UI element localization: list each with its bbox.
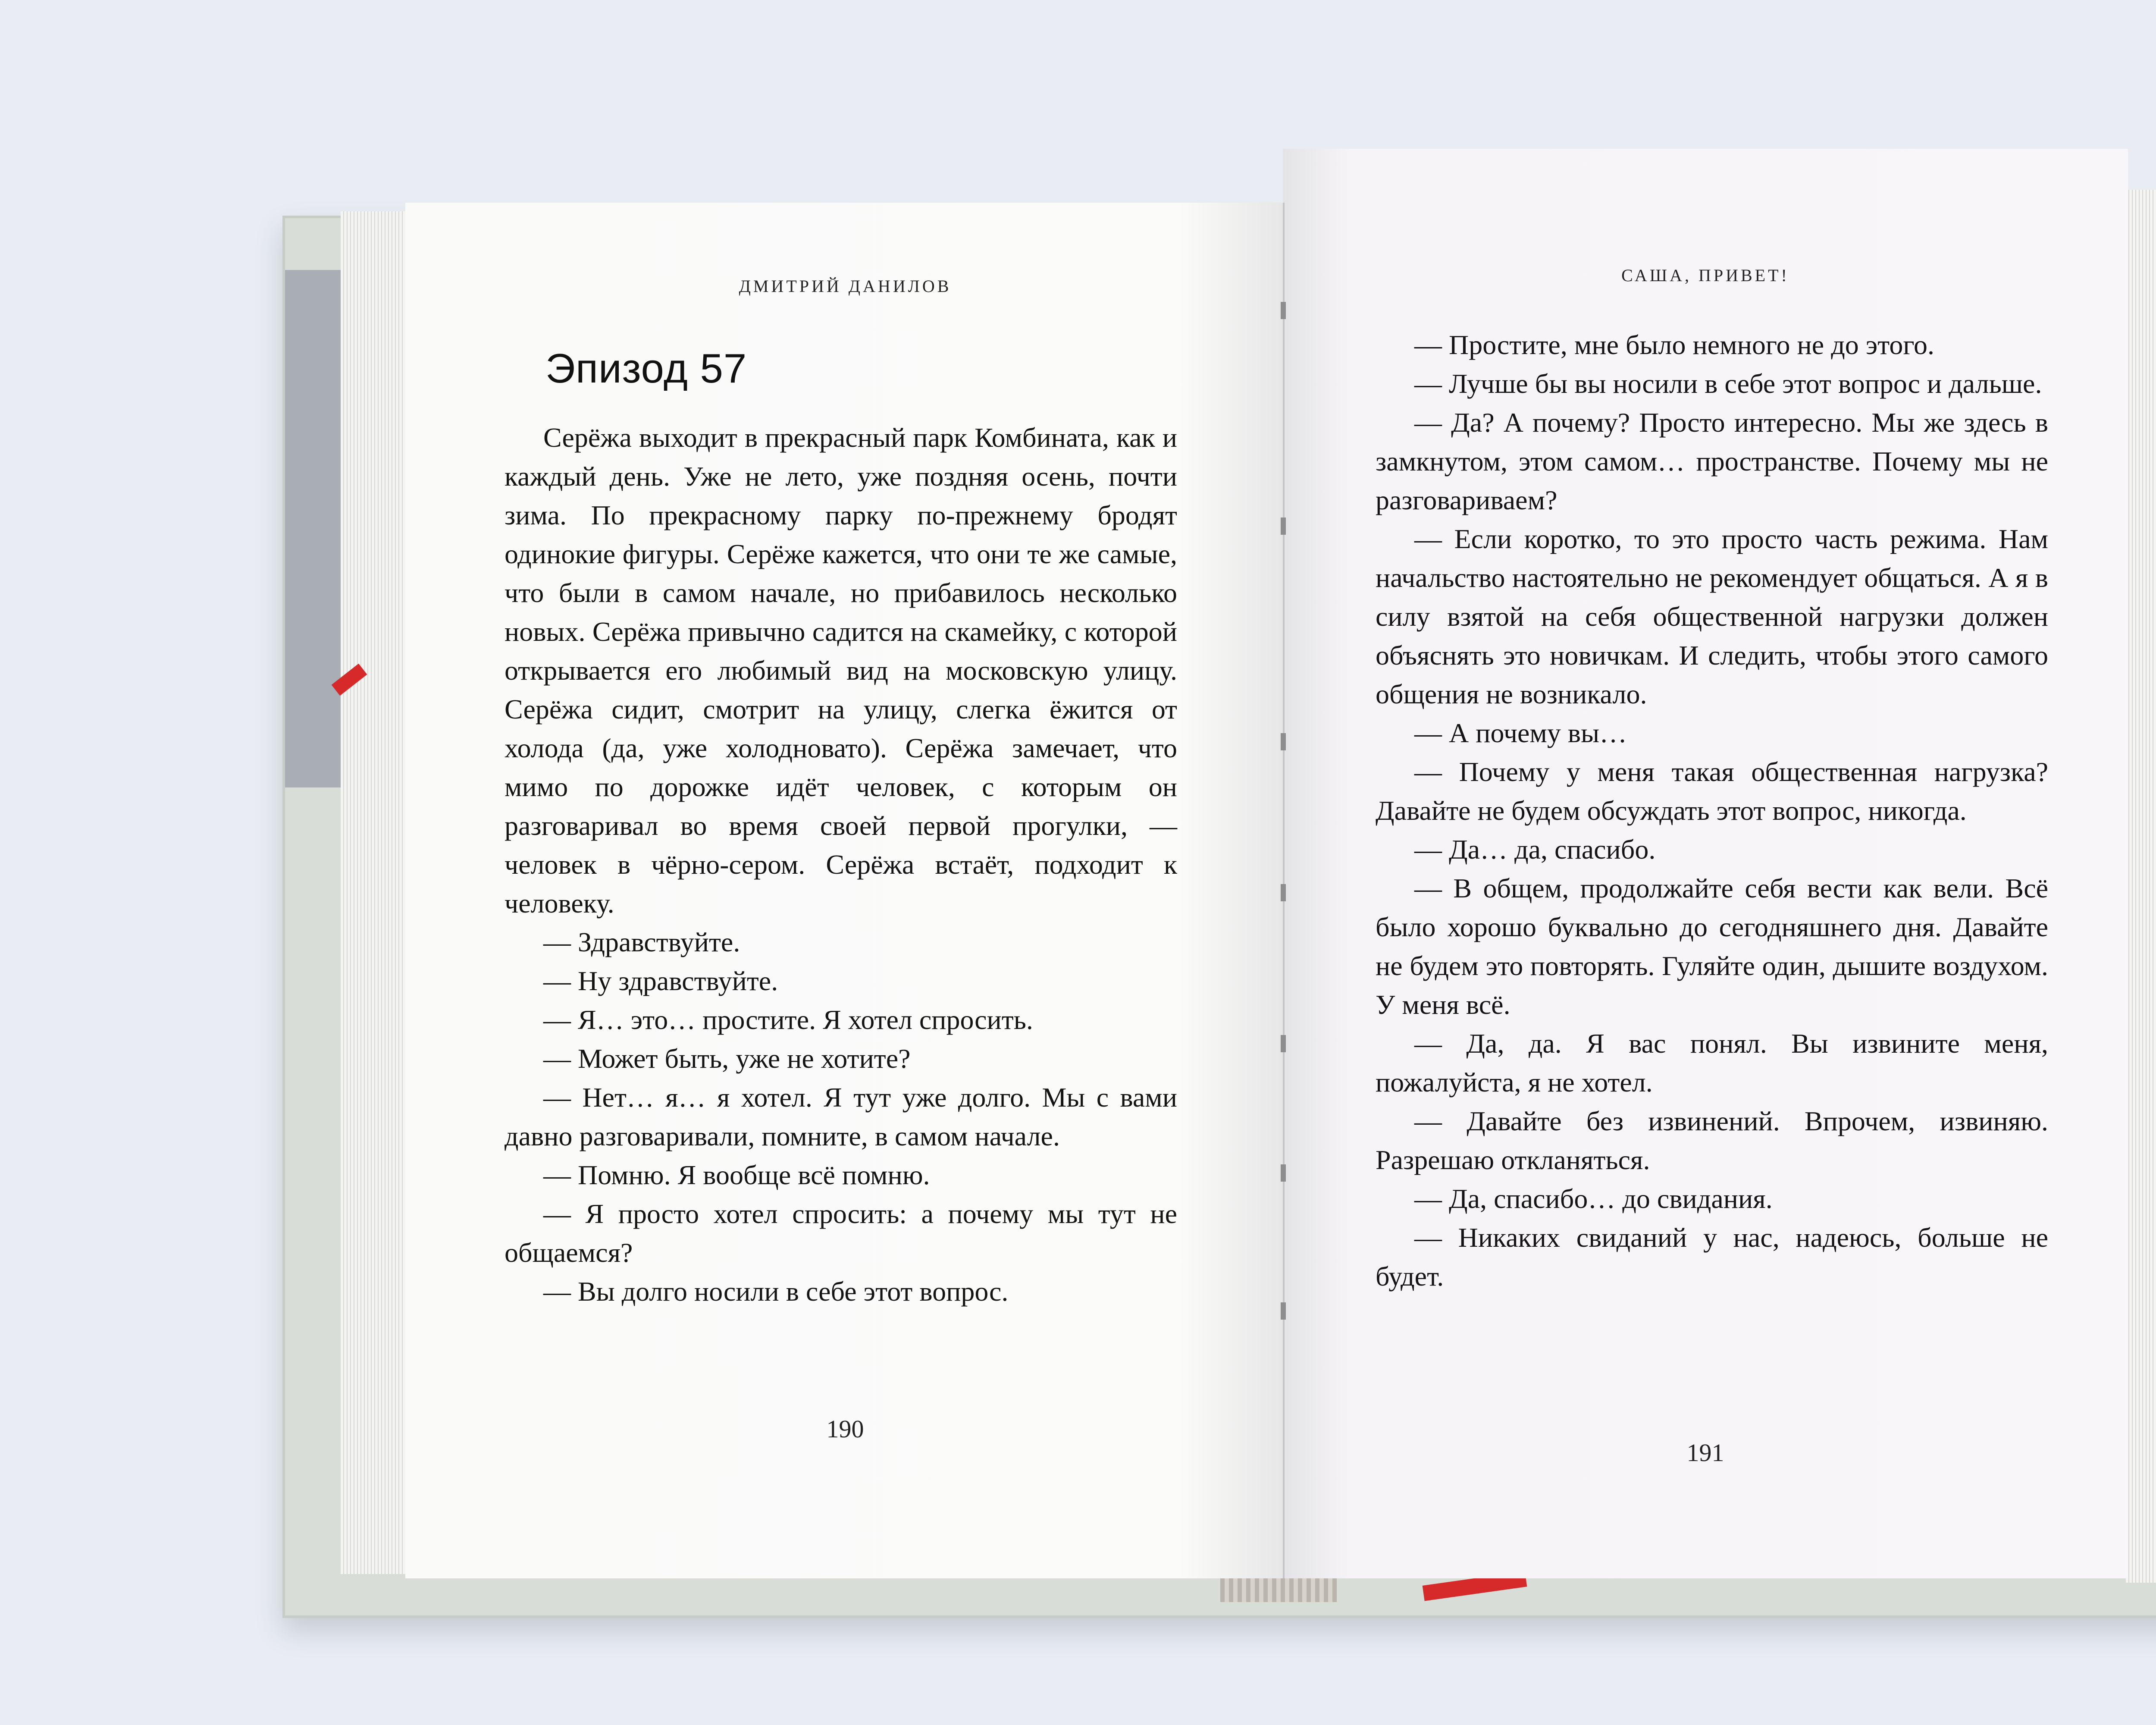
spine-headband (1220, 1576, 1337, 1602)
episode-title: Эпизод 57 (545, 345, 747, 392)
dialogue-line: — Нет… я… я хотел. Я тут уже долго. Мы с вами давно разговаривали, помните, в самом начале. (505, 1082, 1177, 1151)
page-number-left: 190 (826, 1415, 864, 1443)
right-page (1283, 149, 2128, 1578)
dialogue-line: — Простите, мне было немного не до этого. (1414, 329, 1934, 360)
running-header-right: САША, ПРИВЕТ! (1621, 266, 1789, 285)
dialogue-line: — Я просто хотел спросить: а почему мы тут не общаемся? (505, 1198, 1177, 1268)
binding-stitch (1281, 1035, 1286, 1052)
binding-stitch (1281, 518, 1286, 535)
dialogue-line: — Давайте без извинений. Впрочем, извиняю. Разрешаю откланяться. (1376, 1106, 2048, 1175)
dialogue-line: — Почему у меня такая общественная нагрузка? Давайте не будем обсуждать этот вопрос, никогда. (1376, 756, 2048, 826)
binding-stitch (1281, 1302, 1286, 1320)
dialogue-line: — Да, да. Я вас понял. Вы извините меня, пожалуйста, я не хотел. (1376, 1028, 2048, 1098)
dialogue-line: — Здравствуйте. (543, 927, 740, 957)
dialogue-line: — Ну здравствуйте. (543, 966, 778, 996)
left-page (405, 203, 1285, 1578)
dialogue-line: — В общем, продолжайте себя вести как вели. Всё было хорошо буквально до сегодняшнего дня. Давайте не будем это повторять. Гуляйте один, дышите воздухом. У меня всё. (1376, 873, 2048, 1020)
dialogue-line: — Вы долго носили в себе этот вопрос. (543, 1276, 1009, 1307)
dialogue-line: — Лучше бы вы носили в себе этот вопрос и дальше. (1414, 368, 2042, 399)
paragraph: Серёжа выходит в прекрасный парк Комбината, как и каждый день. Уже не лето, уже поздняя осень, почти зима. По прекрасному парку по-прежнему бродят одинокие фигуры. Серёже кажется, что они те же самые, что были в самом начале, но прибавилось несколько новых. Серёжа привычно садится на скамейку, с которой открывается его любимый вид на московскую улицу. Серёжа сидит, смотрит на улицу, слегка ёжится от холода (да, уже холодновато). Серёжа замечает, что мимо по дорожке идёт человек, с которым он разговаривал во время своей первой прогулки, — человек в чёрно-сером. Серёжа встаёт, подходит к человеку. (505, 422, 1177, 919)
page-block-edge-right (2126, 190, 2156, 1583)
page-number-right: 191 (1686, 1439, 1724, 1467)
dialogue-line: — Да? А почему? Просто интересно. Мы же здесь в замкнутом, этом самом… пространстве. Почему мы не разговариваем? (1376, 407, 2048, 515)
dialogue-line: — Да… да, спасибо. (1414, 834, 1656, 865)
dialogue-line: — А почему вы… (1414, 718, 1627, 748)
dialogue-line: — Я… это… простите. Я хотел спросить. (543, 1004, 1033, 1035)
page-block-edge-left (341, 211, 405, 1574)
binding-stitch (1281, 733, 1286, 750)
left-page-text (505, 418, 1177, 1311)
dialogue-line: — Никаких свиданий у нас, надеюсь, больше не будет. (1376, 1222, 2048, 1292)
running-header-left: ДМИТРИЙ ДАНИЛОВ (739, 276, 952, 296)
dialogue-line: — Если коротко, то это просто часть режима. Нам начальство настоятельно не рекомендует общаться. А я в силу взятой на себя общественной нагрузки должен объяснять это новичкам. И следить, чтобы этого самого общения не возникало. (1376, 524, 2048, 709)
dialogue-line: — Помню. Я вообще всё помню. (543, 1160, 930, 1190)
binding-stitch (1281, 884, 1286, 901)
binding-stitch (1281, 302, 1286, 319)
right-page-text (1376, 326, 2048, 1296)
dialogue-line: — Да, спасибо… до свидания. (1414, 1183, 1773, 1214)
binding-stitch (1281, 1164, 1286, 1182)
dialogue-line: — Может быть, уже не хотите? (543, 1043, 911, 1074)
